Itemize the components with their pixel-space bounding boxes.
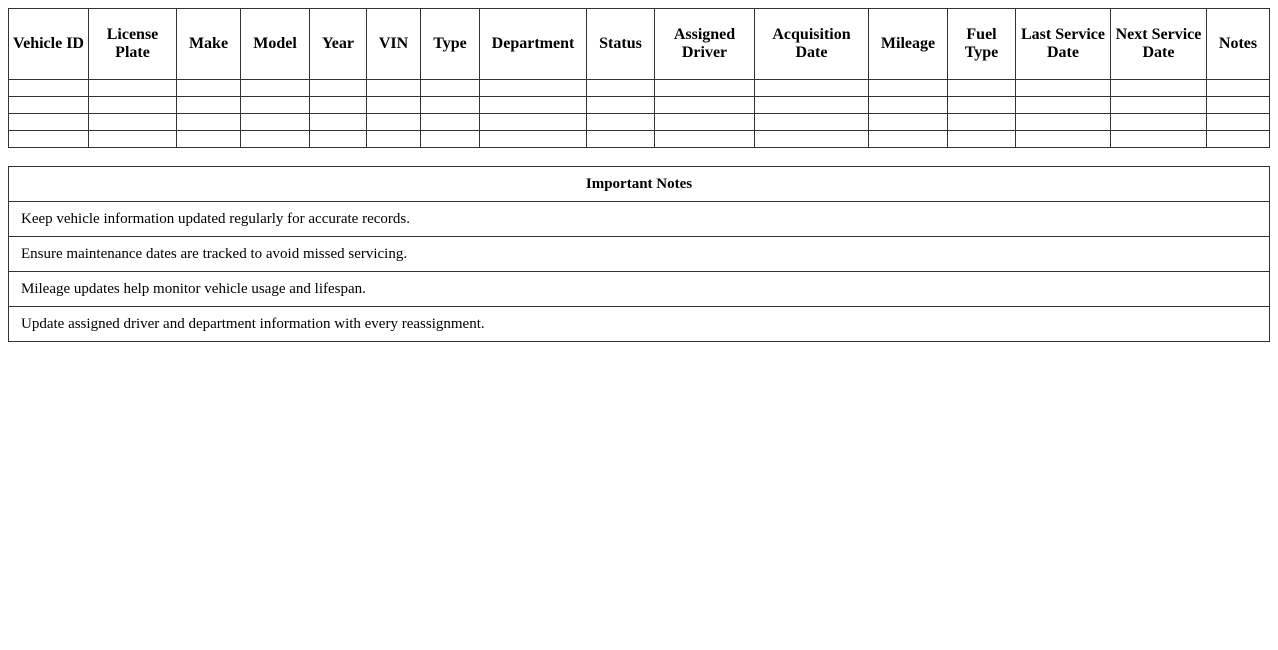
table-cell[interactable] xyxy=(1111,97,1207,114)
note-row xyxy=(9,272,1270,307)
table-cell[interactable] xyxy=(480,80,587,97)
table-cell[interactable] xyxy=(421,80,480,97)
table-cell[interactable] xyxy=(755,97,869,114)
table-cell[interactable] xyxy=(948,97,1016,114)
table-cell[interactable] xyxy=(9,131,89,148)
table-cell[interactable] xyxy=(177,97,241,114)
table-row xyxy=(9,80,1270,97)
column-header: Assigned Driver xyxy=(655,9,755,80)
column-header: Type xyxy=(421,9,480,80)
table-cell[interactable] xyxy=(869,114,948,131)
table-cell[interactable] xyxy=(89,97,177,114)
note-row xyxy=(9,237,1270,272)
table-cell[interactable] xyxy=(755,131,869,148)
note-text: Update assigned driver and department information with every reassignment. xyxy=(9,307,1270,342)
table-cell[interactable] xyxy=(310,80,367,97)
table-cell[interactable] xyxy=(421,131,480,148)
note-row xyxy=(9,202,1270,237)
table-cell[interactable] xyxy=(655,114,755,131)
column-header: Notes xyxy=(1207,9,1270,80)
column-header: VIN xyxy=(367,9,421,80)
table-cell[interactable] xyxy=(177,80,241,97)
table-cell[interactable] xyxy=(9,80,89,97)
table-cell[interactable] xyxy=(421,97,480,114)
note-text: Keep vehicle information updated regularly for accurate records. xyxy=(9,202,1270,237)
table-cell[interactable] xyxy=(89,80,177,97)
table-cell[interactable] xyxy=(89,131,177,148)
table-cell[interactable] xyxy=(655,131,755,148)
table-cell[interactable] xyxy=(755,114,869,131)
table-cell[interactable] xyxy=(587,114,655,131)
table-cell[interactable] xyxy=(948,80,1016,97)
table-cell[interactable] xyxy=(587,131,655,148)
table-cell[interactable] xyxy=(177,131,241,148)
table-cell[interactable] xyxy=(869,80,948,97)
table-cell[interactable] xyxy=(241,114,310,131)
table-cell[interactable] xyxy=(869,97,948,114)
table-row xyxy=(9,114,1270,131)
table-cell[interactable] xyxy=(587,80,655,97)
column-header: Vehicle ID xyxy=(9,9,89,80)
table-cell[interactable] xyxy=(421,114,480,131)
table-cell[interactable] xyxy=(1016,80,1111,97)
table-cell[interactable] xyxy=(480,114,587,131)
important-notes-table xyxy=(8,166,1270,342)
table-cell[interactable] xyxy=(587,97,655,114)
table-cell[interactable] xyxy=(241,131,310,148)
note-text: Mileage updates help monitor vehicle usage and lifespan. xyxy=(9,272,1270,307)
column-header: License Plate xyxy=(89,9,177,80)
table-cell[interactable] xyxy=(948,114,1016,131)
table-cell[interactable] xyxy=(869,131,948,148)
column-header: Model xyxy=(241,9,310,80)
table-row xyxy=(9,131,1270,148)
table-cell[interactable] xyxy=(655,97,755,114)
column-header: Acquisition Date xyxy=(755,9,869,80)
vehicle-table xyxy=(8,8,1270,148)
column-header: Make xyxy=(177,9,241,80)
table-cell[interactable] xyxy=(1016,114,1111,131)
table-cell[interactable] xyxy=(310,97,367,114)
table-cell[interactable] xyxy=(310,131,367,148)
table-cell[interactable] xyxy=(1111,114,1207,131)
table-cell[interactable] xyxy=(89,114,177,131)
table-cell[interactable] xyxy=(655,80,755,97)
table-cell[interactable] xyxy=(241,80,310,97)
table-row xyxy=(9,97,1270,114)
table-cell[interactable] xyxy=(367,97,421,114)
table-cell[interactable] xyxy=(948,131,1016,148)
table-cell[interactable] xyxy=(9,97,89,114)
table-cell[interactable] xyxy=(367,131,421,148)
table-cell[interactable] xyxy=(177,114,241,131)
table-cell[interactable] xyxy=(480,97,587,114)
table-cell[interactable] xyxy=(1111,131,1207,148)
table-cell[interactable] xyxy=(367,80,421,97)
column-header: Year xyxy=(310,9,367,80)
table-cell[interactable] xyxy=(9,114,89,131)
note-text: Ensure maintenance dates are tracked to avoid missed servicing. xyxy=(9,237,1270,272)
table-cell[interactable] xyxy=(1207,80,1270,97)
table-cell[interactable] xyxy=(480,131,587,148)
column-header: Next Service Date xyxy=(1111,9,1207,80)
note-row xyxy=(9,307,1270,342)
table-cell[interactable] xyxy=(1207,97,1270,114)
table-cell[interactable] xyxy=(1111,80,1207,97)
column-header: Status xyxy=(587,9,655,80)
table-cell[interactable] xyxy=(755,80,869,97)
table-cell[interactable] xyxy=(241,97,310,114)
column-header: Mileage xyxy=(869,9,948,80)
column-header: Department xyxy=(480,9,587,80)
table-cell[interactable] xyxy=(1016,97,1111,114)
table-cell[interactable] xyxy=(1207,131,1270,148)
column-header: Fuel Type xyxy=(948,9,1016,80)
notes-title: Important Notes xyxy=(9,167,1270,202)
table-header-row xyxy=(9,9,1270,80)
table-cell[interactable] xyxy=(367,114,421,131)
table-cell[interactable] xyxy=(310,114,367,131)
table-cell[interactable] xyxy=(1207,114,1270,131)
column-header: Last Service Date xyxy=(1016,9,1111,80)
table-cell[interactable] xyxy=(1016,131,1111,148)
